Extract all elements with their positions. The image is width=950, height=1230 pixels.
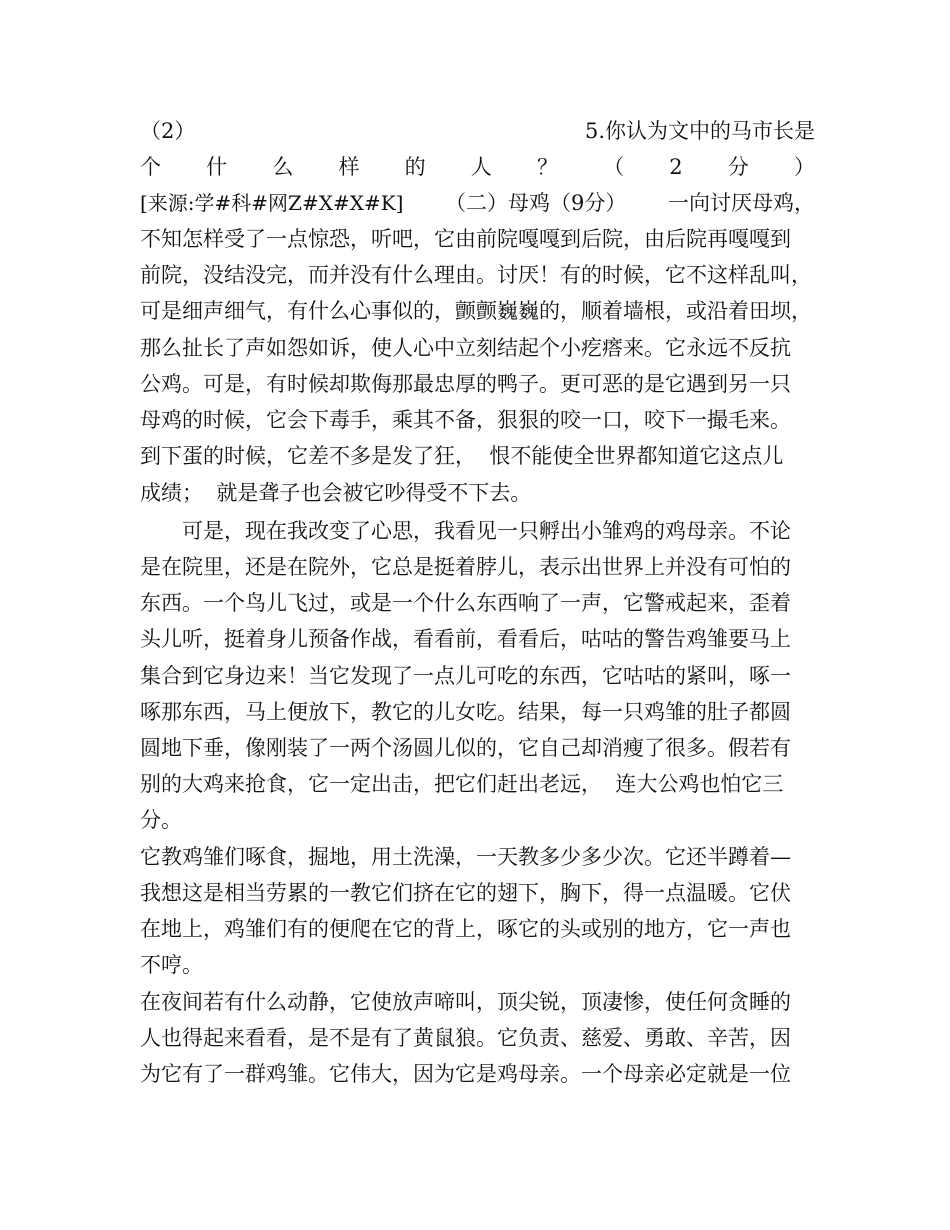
passage-line: 圆地下垂，像刚装了一两个汤圆儿似的，它自己却消瘦了很多。假若有 [140, 736, 791, 760]
question-line-1 [140, 116, 815, 146]
q5-char: 样 [338, 155, 360, 179]
passage-line: 为它有了一群鸡雏。它伟大，因为它是鸡母亲。一个母亲必定就是一位 [140, 1062, 791, 1086]
source-watermark: [来源:学#科#网Z#X#X#K] [140, 191, 404, 215]
q5-char: ？ [536, 155, 558, 179]
passage-line-indented: 可是，现在我改变了心思，我看见一只孵出小雏鸡的鸡母亲。不论 [182, 519, 791, 543]
passage-line: 啄那东西，马上便放下，教它的儿女吃。结果，每一只鸡雏的肚子都圆 [140, 700, 791, 724]
passage-line: 不知怎样受了一点惊恐，听吧，它由前院嘎嘎到后院，由后院再嘎嘎到 [140, 227, 791, 251]
q5-char: ） [793, 155, 815, 179]
passage-line: 集合到它身边来！当它发现了一点儿可吃的东西，它咕咕的紧叫，啄一 [140, 664, 791, 688]
passage-line: 头儿听，挺着身儿预备作战，看看前，看看后，咕咕的警告鸡雏要马上 [140, 627, 791, 651]
passage-line: 不哼。 [140, 953, 203, 977]
passage-start: 一向讨厌母鸡， [667, 191, 815, 215]
passage-line: 别的大鸡来抢食，它一定出击，把它们赶出老远， 连大公鸡也怕它三 [140, 772, 784, 796]
passage-line: 我想这是相当劳累的一教它们挤在它的翅下，胸下，得一点温暖。它伏 [140, 881, 791, 905]
q5-char: 分 [727, 155, 749, 179]
q5-char: 的 [404, 155, 426, 179]
passage-line: 在地上，鸡雏们有的便爬在它的背上，啄它的头或别的地方，它一声也 [140, 917, 791, 941]
passage-line: 分。 [140, 808, 182, 832]
passage-line: 到下蛋的时候，它差不多是发了狂， 恨不能使全世界都知道它这点儿 [140, 444, 784, 468]
q5-char: 什 [206, 155, 228, 179]
q5-char: 个 [140, 155, 161, 179]
q5-char: （ [603, 155, 625, 179]
question-line-2 [140, 152, 815, 182]
question-5-prefix: 5.你认为文中的马市长是 [584, 119, 815, 143]
passage-line: 成绩； 就是聋子也会被它吵得受不下去。 [140, 481, 532, 505]
passage-line: 母鸡的时候，它会下毒手，乘其不备，狠狠的咬一口，咬下一撮毛来。 [140, 408, 791, 432]
q5-char: 人 [470, 155, 492, 179]
passage-line: 人也得起来看看，是不是有了黄鼠狼。它负责、慈爱、勇敢、辛苦，因 [140, 1026, 791, 1050]
passage-line: 它教鸡雏们啄食，掘地，用土洗澡，一天教多少多少次。它还半蹲着— [140, 845, 791, 869]
section-heading-line [140, 188, 815, 218]
q5-char: 2 [669, 155, 683, 179]
passage-line: 东西。一个鸟儿飞过，或是一个什么东西响了一声，它警戒起来，歪着 [140, 591, 791, 615]
passage-line: 在夜间若有什么动静，它使放声啼叫，顶尖锐，顶凄惨，使任何贪睡的 [140, 990, 791, 1014]
q5-char: 么 [272, 155, 294, 179]
passage-line: 公鸡。可是，有时候却欺侮那最忠厚的鸭子。更可恶的是它遇到另一只 [140, 372, 791, 396]
passage-line: 可是细声细气，有什么心事似的，颤颤巍巍的，顺着墙根，或沿着田坝， [140, 299, 812, 323]
section-title: （二）母鸡（9分） [445, 191, 627, 215]
passage-line: 前院，没结没完，而并没有什么理由。讨厌！有的时候，它不这样乱叫， [140, 263, 812, 287]
passage-line: 是在院里，还是在院外，它总是挺着脖儿，表示出世界上并没有可怕的 [140, 555, 791, 579]
passage-line: 那么扯长了声如怨如诉，使人心中立刻结起个小疙瘩来。它永远不反抗 [140, 336, 791, 360]
sub-question-label: （2） [140, 119, 196, 143]
